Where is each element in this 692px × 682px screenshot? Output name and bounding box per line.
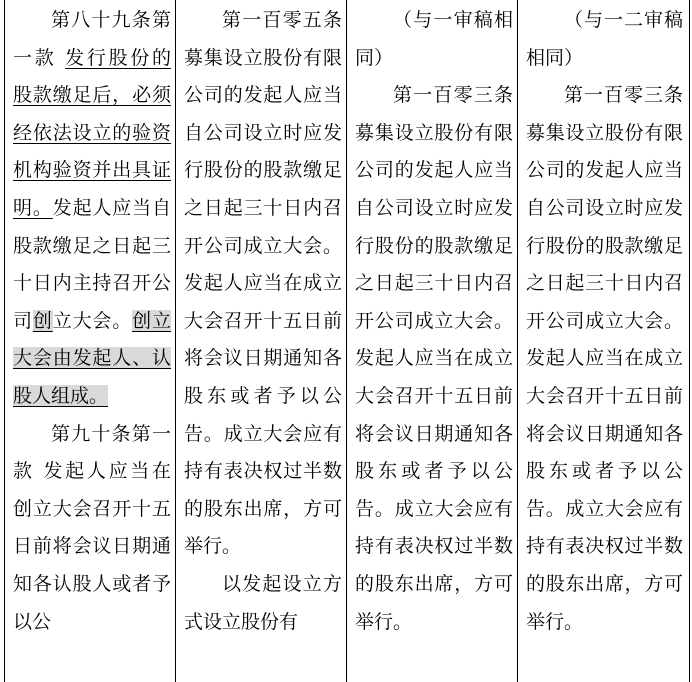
paragraph (184, 566, 342, 641)
highlighted-text: 创 (32, 309, 53, 332)
comparison-table (4, 0, 690, 682)
paragraph (13, 2, 171, 416)
text-segment: 第一百零五条 募集设立股份有限公司的发起人应当自公司设立时应发行股份的股款缴足之日起三十日内召开公司成立大会。发起人应当在成立大会召开十五日前将会议日期通知各股东或者予以公告。成立大会应有持有表决权过半数的股东出席，方可举行。 (184, 9, 342, 558)
paragraph (526, 2, 683, 77)
paragraph (355, 77, 513, 641)
text-segment: 第一百零三条 募集设立股份有限公司的发起人应当自公司设立时应发行股份的股款缴足之日起三十日内召开公司成立大会。发起人应当在成立大会召开十五日前将会议日期通知各股东或者予以公告。成立大会应有持有表决权过半数的股东出席，方可举行。 (355, 84, 513, 633)
text-segment: 第九十条第一款 发起人应当在创立大会召开十五日前将会议日期通知各认股人或者予以公 (13, 422, 171, 633)
text-segment: 第一百零三条 募集设立股份有限公司的发起人应当自公司设立时应发行股份的股款缴足之日起三十日内召开公司成立大会。发起人应当在成立大会召开十五日前将会议日期通知各股东或者予以公告。成立大会应有持有表决权过半数的股东出席，方可举行。 (526, 84, 683, 633)
underlined-text: 发行股份的股款缴足后，必须经依法设立的验资机构验资并出具证明。 (13, 46, 171, 219)
column-second-draft (346, 0, 517, 682)
paragraph (13, 416, 171, 642)
text-segment: 发起人应当自股款缴足之日起三十日内主持召开公司 (13, 196, 171, 332)
paragraph (184, 2, 342, 566)
text-segment: （与一审稿相同） (355, 9, 513, 69)
text-segment: 立大会。 (52, 309, 133, 332)
column-third-draft (517, 0, 687, 682)
paragraph (355, 2, 513, 77)
text-segment: 第八十九条第一款 (13, 9, 171, 69)
column-first-draft (175, 0, 346, 682)
column-current-law (5, 0, 175, 682)
paragraph (526, 77, 683, 641)
text-segment: 以发起设立方式设立股份有 (184, 572, 342, 633)
highlighted-text: 创立大会由发起人、认股人组成。 (13, 309, 171, 407)
text-segment: （与一二审稿相同） (526, 9, 683, 69)
